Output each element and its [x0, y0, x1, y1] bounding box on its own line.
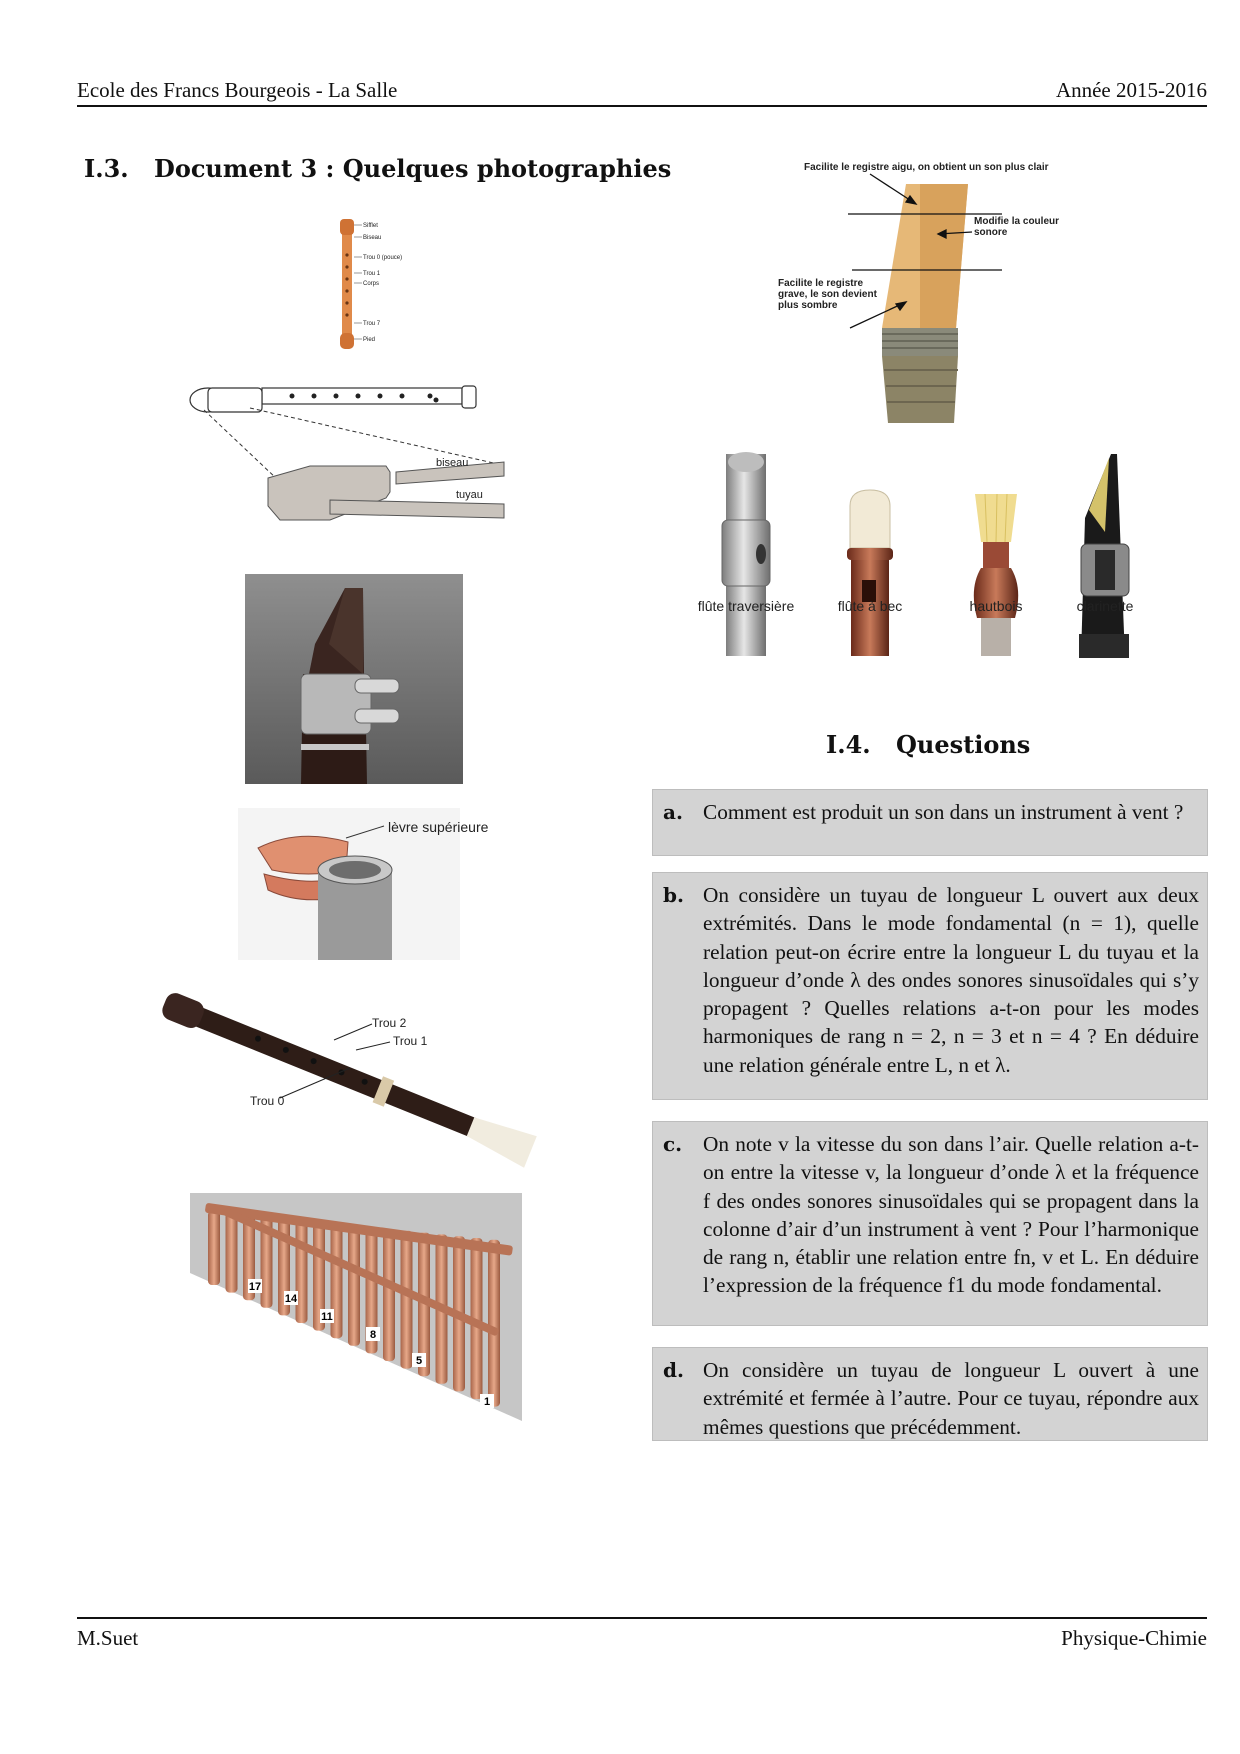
diagram-label-tuyau: tuyau [456, 489, 483, 501]
reed-label-right: Modifie la couleur sonore [974, 216, 1060, 238]
section-3-text: Document 3 : Quelques photographies [154, 154, 672, 183]
question-b [652, 872, 1208, 1100]
question-a-letter: a. [663, 800, 683, 824]
question-c-letter: c. [663, 1132, 683, 1156]
header-year: Année 2015-2016 [1055, 78, 1207, 102]
recorder-label-sifflet: Sifflet [363, 223, 378, 229]
clarinette-icon [1079, 454, 1129, 658]
pan-pipe-tube [488, 1240, 500, 1407]
recorder-photo-label-trou0: Trou 0 [250, 1094, 285, 1108]
header-rule [77, 105, 1207, 107]
panpipe-num-1: 1 [483, 1396, 491, 1408]
caption-flute-a-bec: flûte à bec [837, 598, 903, 614]
recorder-label-trou1: Trou 1 [363, 271, 381, 277]
panpipe-num-17: 17 [248, 1281, 262, 1293]
header-school: Ecole des Francs Bourgeois - La Salle [77, 78, 398, 102]
recorder-label-trou0: Trou 0 (pouce) [363, 255, 403, 261]
recorder-photo-label-trou2: Trou 2 [372, 1016, 407, 1030]
diagram-label-biseau: biseau [436, 457, 469, 469]
panpipe-num-14: 14 [284, 1293, 298, 1305]
recorder-label-pied: Pied [363, 337, 376, 343]
recorder-photo [150, 988, 560, 1168]
lip-on-tube-figure [238, 808, 489, 960]
footer-author: M.Suet [77, 1626, 139, 1650]
lip-label: lèvre supérieure [388, 819, 489, 835]
flute-traversiere-icon [722, 452, 770, 656]
question-d [652, 1347, 1208, 1441]
pan-pipe-tube [208, 1211, 220, 1285]
section-4-title [826, 730, 1030, 759]
reed-label-top: Facilite le registre aigu, on obtient un son plus clair [804, 162, 1049, 173]
reed-figure [770, 158, 1100, 423]
reed-label-left: Facilite le registre grave, le son devient plus sombre [778, 278, 877, 311]
question-a [652, 789, 1208, 856]
footer-subject: Physique-Chimie [1061, 1626, 1207, 1650]
pan-flute-photo [190, 1193, 522, 1421]
caption-flute-traversiere: flûte traversière [697, 598, 795, 614]
hautbois-icon [974, 494, 1018, 656]
panpipe-num-8: 8 [369, 1329, 377, 1341]
clarinet-mouthpiece-photo [245, 574, 463, 784]
recorder-photo-label-trou1: Trou 1 [393, 1034, 428, 1048]
pan-pipe-tube [226, 1213, 238, 1293]
section-4-text: Questions [896, 730, 1031, 759]
question-d-text: On considère un tuyau de longueur L ouvert à une extrémité et fermée à l’autre. Pour ce tuyau, répondre aux mêmes questions que précédemment. [703, 1358, 1199, 1439]
caption-hautbois: hautbois [969, 598, 1023, 614]
section-3-title [84, 154, 671, 183]
recorder-label-biseau: Biseau [363, 235, 382, 241]
mouthpieces-figure [685, 448, 1195, 663]
recorder-diagram-figure [190, 380, 520, 540]
flute-a-bec-icon [847, 490, 893, 656]
recorder-label-corps: Corps [363, 281, 380, 287]
pan-pipe-tube [383, 1229, 395, 1361]
footer-rule [77, 1617, 1207, 1619]
panpipe-num-5: 5 [415, 1355, 423, 1367]
recorder-vertical-figure [330, 215, 440, 355]
pan-pipe-tube [296, 1220, 308, 1323]
panpipe-num-11: 11 [321, 1311, 333, 1323]
question-b-text: On considère un tuyau de longueur L ouvert aux deux extrémités. Dans le mode fondamental (n = 1), quelle relation peut-on écrire entre la longueur L du tuyau et la longueur d’onde λ des ondes sonores sinusoïdales qui s’y propagent ? Quelles relations a-t-on pour les modes harmoniques de rang n = 2, n = 3 et n = 4 ? En déduire une relation générale entre L, n et λ. [703, 883, 1199, 1077]
question-c-text: On note v la vitesse du son dans l’air. Quelle relation a-t-on entre la vitesse v, la longueur d’onde λ et la fréquence f des ondes sonores sinusoïdales qui se propagent dans la colonne d’air d’un instrument à vent ? Pour l’harmonique de rang n, établir une relation entre fn, v et L. En déduire l’expression de la fréquence f1 du mode fondamental. [703, 1132, 1199, 1298]
recorder-label-trou7: Trou 7 [363, 321, 381, 327]
caption-clarinette: clarinette [1076, 598, 1134, 614]
section-4-number: I.4. [826, 730, 871, 759]
section-3-number: I.3. [84, 154, 129, 183]
question-a-text: Comment est produit un son dans un instrument à vent ? [703, 800, 1184, 824]
pan-pipe-tube [401, 1231, 413, 1369]
question-b-letter: b. [663, 883, 684, 907]
question-c [652, 1121, 1208, 1326]
question-d-letter: d. [663, 1358, 684, 1382]
pan-pipe-tube [348, 1225, 360, 1345]
